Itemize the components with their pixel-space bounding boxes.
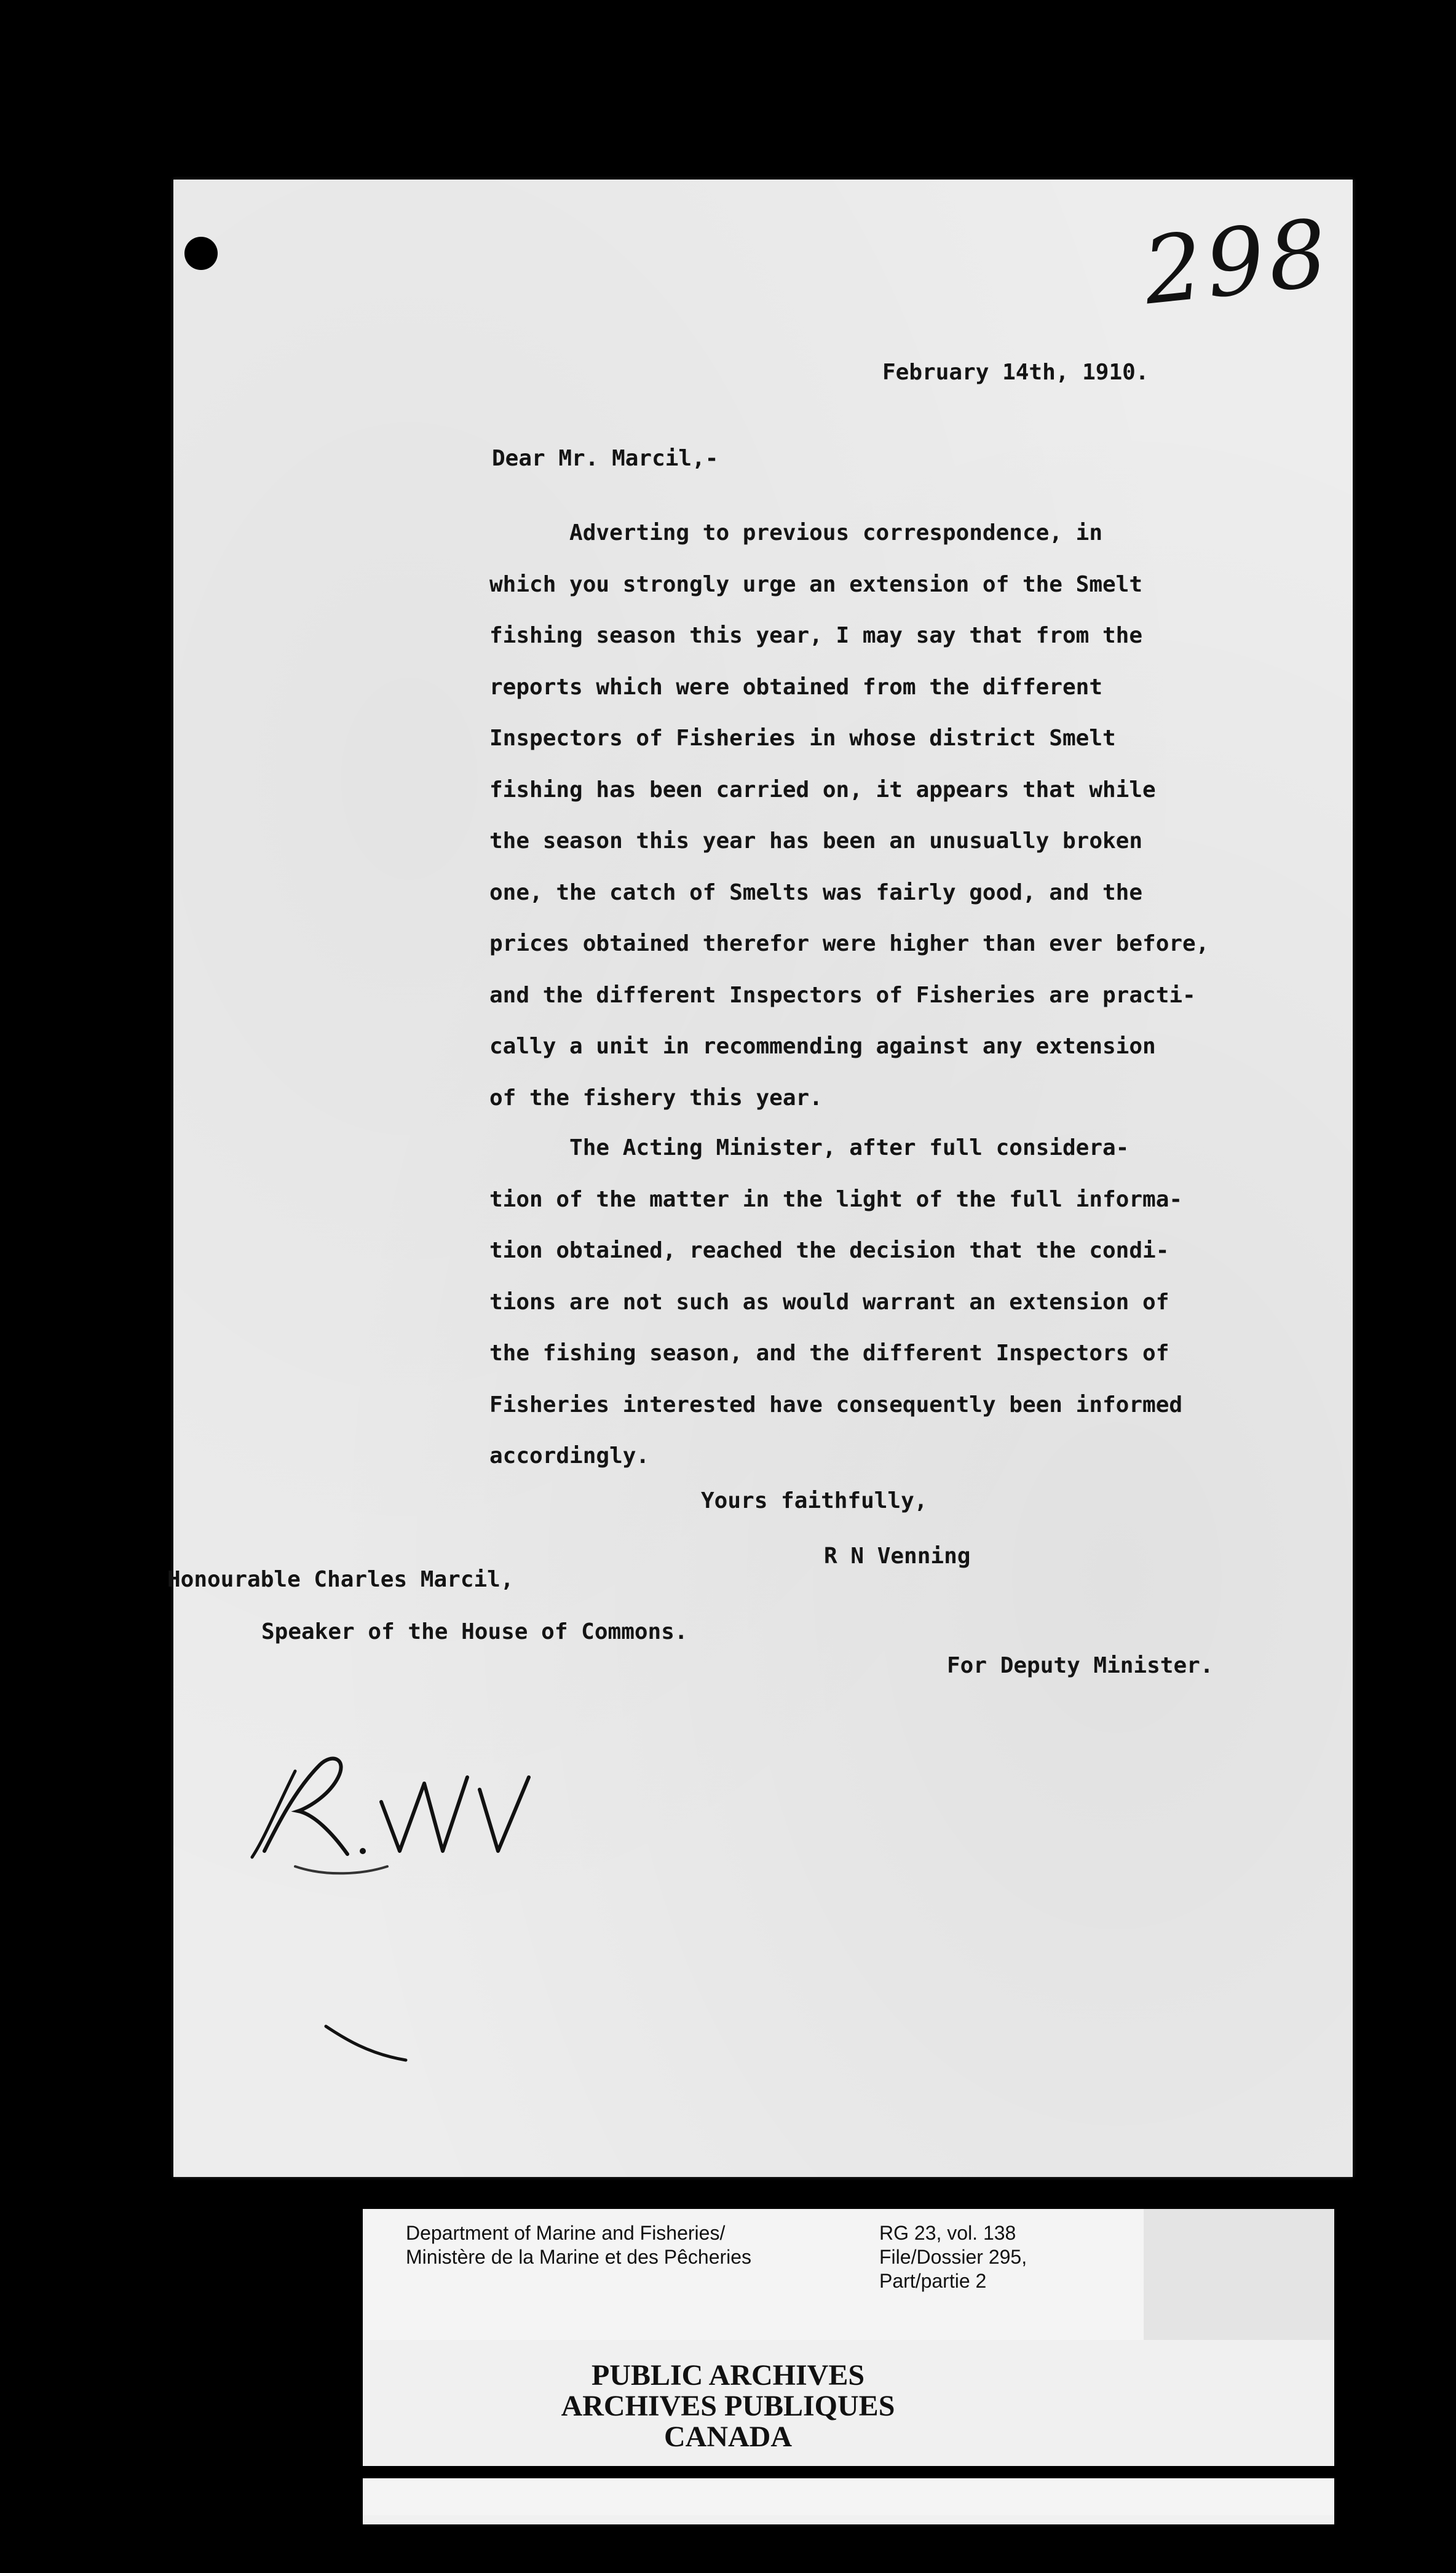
paragraph-line: the fishing season, and the different Inspectors of [489,1341,1169,1366]
paragraph-line: cally a unit in recommending against any extension [489,1034,1156,1059]
paragraph-line: Inspectors of Fisheries in whose district Smelt [489,726,1116,751]
archives-stamp-line: CANADA [664,2420,792,2453]
label-edge-strip [1144,2209,1334,2340]
department-en: Department of Marine and Fisheries/ [406,2222,726,2244]
paragraph-line: which you strongly urge an extension of the Smelt [489,571,1143,597]
paragraph-line: reports which were obtained from the different [489,674,1102,700]
paragraph-line: tion obtained, reached the decision that the condi- [489,1238,1169,1263]
archives-stamp [0,2360,1456,2452]
salutation: Dear Mr. Marcil,- [492,446,719,471]
department-fr: Ministère de la Marine et des Pêcheries [406,2246,752,2268]
paragraph-line: Adverting to previous correspondence, in [489,520,1102,545]
pen-mark [320,2017,418,2066]
handwritten-initials [240,1734,560,1882]
paragraph-line: tions are not such as would warrant an extension of [489,1289,1169,1315]
paragraph-line: The Acting Minister, after full considera- [489,1135,1130,1160]
paragraph-line: accordingly. [489,1443,650,1469]
paragraph-line: prices obtained therefor were higher than ever before, [489,931,1209,956]
archive-label [363,2209,1144,2340]
reference-rg: RG 23, vol. 138 [879,2222,1016,2244]
reference-part: Part/partie 2 [879,2270,987,2292]
letter-date: February 14th, 1910. [882,360,1149,385]
punch-hole [184,237,218,270]
signer-role: For Deputy Minister. [947,1653,1214,1678]
archives-divider [363,2466,1334,2478]
reference-text [879,2221,1027,2293]
paragraph-line: and the different Inspectors of Fisheries are practi- [489,982,1196,1008]
paragraph-line: one, the catch of Smelts was fairly good, and the [489,879,1143,905]
archives-bottom-strip [363,2478,1334,2515]
paragraph-line: the season this year has been an unusually broken [489,828,1143,854]
paragraph-line: of the fishery this year. [489,1085,823,1111]
reference-file: File/Dossier 295, [879,2246,1027,2268]
addressee-title: Speaker of the House of Commons. [261,1619,688,1644]
paragraph-line: fishing has been carried on, it appears that while [489,777,1156,803]
archives-stamp-line: ARCHIVES PUBLIQUES [561,2390,895,2422]
addressee-name: Honourable Charles Marcil, [167,1567,514,1592]
paragraph-line: fishing season this year, I may say that from the [489,623,1143,648]
folio-number: 298 [1138,199,1336,326]
paragraph-line: Fisheries interested have consequently been informed [489,1392,1183,1417]
closing: Yours faithfully, [701,1488,928,1513]
paragraph-1 [489,507,1320,1124]
paragraph-line: tion of the matter in the light of the full informa- [489,1186,1183,1212]
signer-name: R N Venning [824,1544,971,1569]
archives-stamp-line: PUBLIC ARCHIVES [591,2359,865,2392]
paragraph-2 [489,1122,1320,1482]
department-text [406,2221,751,2269]
